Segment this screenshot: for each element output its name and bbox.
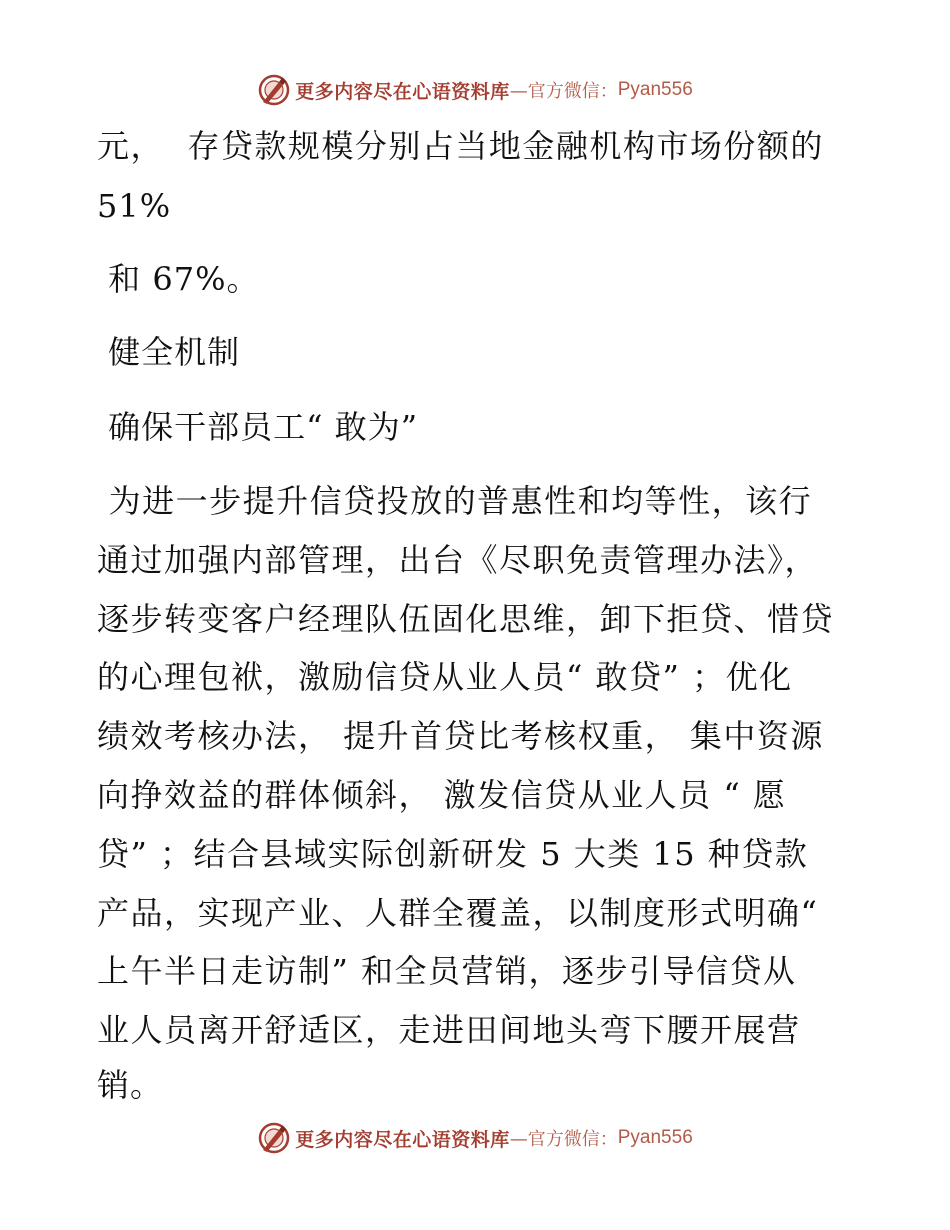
body-line-8: 逐步转变客户经理队伍固化思维，卸下拒贷、惜贷 — [97, 600, 835, 638]
body-line-9: 的心理包袱，激励信贷从业人员“ 敢贷” ；优化 — [97, 658, 793, 696]
body-line-13: 产品，实现产业、人群全覆盖，以制度形式明确“ — [97, 894, 819, 932]
header-watermark — [0, 70, 950, 110]
footer-watermark — [0, 1118, 950, 1158]
body-line-6: 为进一步提升信贷投放的普惠性和均等性，该行 — [97, 482, 813, 520]
body-line-16: 销。 — [97, 1066, 164, 1104]
watermark-main-text: 更多内容尽在心语资料库 — [295, 1128, 510, 1151]
pen-logo-icon — [257, 1121, 291, 1155]
body-line-10: 绩效考核办法， 提升首贷比考核权重， 集中资源 — [97, 717, 824, 755]
pen-logo-icon — [257, 73, 291, 107]
watermark-contact-label: —官方微信： — [509, 81, 618, 102]
watermark-main-text: 更多内容尽在心语资料库 — [295, 80, 510, 103]
body-line-1: 元， 存贷款规模分别占当地金融机构市场份额的 — [97, 127, 824, 165]
body-line-15: 业人员离开舒适区，走进田间地头弯下腰开展营 — [97, 1011, 801, 1049]
watermark-contact-label: —官方微信： — [509, 1129, 618, 1150]
body-line-12: 贷” ；结合县域实际创新研发 5 大类 15 种贷款 — [97, 835, 809, 873]
body-line-7: 通过加强内部管理，出台《尽职免责管理办法》， — [97, 541, 819, 579]
section-heading: 健全机制 — [97, 333, 241, 371]
body-line-2: 51% — [97, 187, 172, 225]
body-line-3: 和 67%。 — [97, 260, 260, 298]
body-line-11: 向挣效益的群体倾斜， 激发信贷从业人员 “ 愿 — [97, 776, 787, 814]
section-subheading: 确保干部员工“ 敢为” — [97, 408, 419, 446]
body-line-14: 上午半日走访制” 和全员营销，逐步引导信贷从 — [97, 952, 797, 990]
watermark-wechat-id: Pyan556 — [617, 1127, 693, 1148]
watermark-wechat-id: Pyan556 — [617, 79, 693, 100]
